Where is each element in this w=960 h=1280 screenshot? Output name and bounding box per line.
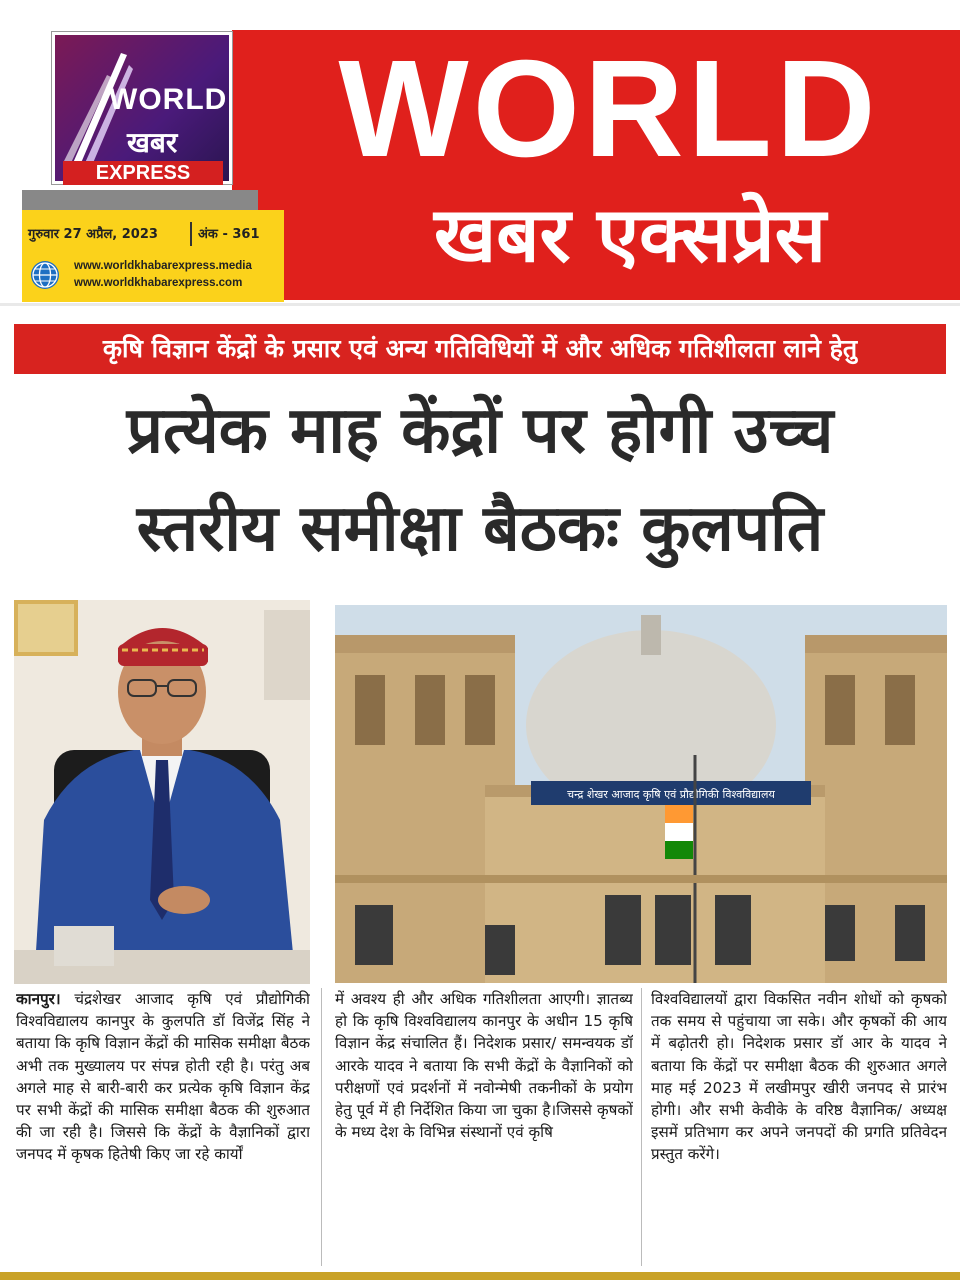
building-sign-text: चन्द्र शेखर आजाद कृषि एवं प्रौद्योगिकी विश्वविद्यालय xyxy=(567,788,775,801)
masthead-red-strip xyxy=(232,30,258,190)
issue-info-box xyxy=(22,210,284,302)
globe-icon xyxy=(30,260,60,290)
website-link-media[interactable]: www.worldkhabarexpress.media xyxy=(74,260,252,272)
article-column-1 xyxy=(16,988,310,1270)
article-headline xyxy=(14,382,946,582)
column-divider xyxy=(321,988,322,1266)
newspaper-logo xyxy=(52,32,232,184)
vice-chancellor-photo xyxy=(14,600,310,984)
column-divider xyxy=(641,988,642,1266)
masthead-title-english: WORLD xyxy=(338,32,880,186)
masthead-gray-bar xyxy=(22,190,258,210)
logo-word-world: WORLD xyxy=(109,83,228,116)
article-column-3: विश्वविद्यालयों द्वारा विकसित नवीन शोधों को कृषको तक समय से पहुंचाया जा सके। और कृषकों की आय में बढ़ोतरी हो। निदेशक प्रसार डॉ आर के यादव ने बताया कि केंद्रों पर समीक्षा बैठक की शुरुआत अगले माह मई 2023 में लखीमपुर खीरी जनपद से प्रारंभ होगी। और सभी केवीके के वरिष्ठ वैज्ञानिक/ अध्यक्ष इसमें प्रतिभाग कर अपने जनपदों की प्रगति प्रतिवेदन प्रस्तुत करेंगे। xyxy=(651,990,947,1164)
masthead-divider xyxy=(0,303,960,306)
logo-word-khabar: खबर xyxy=(127,126,178,159)
masthead-title-hindi: खबर एक्सप्रेस xyxy=(433,190,827,279)
website-link-com[interactable]: www.worldkhabarexpress.com xyxy=(74,277,243,289)
article-place: कानपुर। xyxy=(16,990,61,1008)
portrait-illustration xyxy=(14,600,310,984)
article-column-1-text: चंद्रशेखर आजाद कृषि एवं प्रौद्योगिकी विश्वविद्यालय कानपुर के कुलपति डॉ विजेंद्र सिंह ने बताया कि कृषि विज्ञान केंद्रों की मासिक समीक्षा बैठक अभी तक मुख्यालय पर संपन्न होती रही है। परंतु अब अगले माह से बारी-बारी कर प्रत्येक कृषि विज्ञान केंद्र पर सभी केंद्रों की मासिक समीक्षा बैठक की शुरुआत की जा रही है। जिससे कि केंद्रों के वैज्ञानिकों द्वारा जनपद में कृषक हितेषी किए जा रहे कार्यों xyxy=(16,990,310,1164)
article-kicker: कृषि विज्ञान केंद्रों के प्रसार एवं अन्य गतिविधियों में और अधिक गतिशीलता लाने हेतु xyxy=(14,324,946,374)
issue-number: अंक - 361 xyxy=(198,227,260,242)
masthead xyxy=(0,0,960,310)
university-building-photo xyxy=(335,605,947,983)
headline-line-1: प्रत्येक माह केंद्रों पर होगी उच्च xyxy=(126,394,834,468)
headline-line-2: स्तरीय समीक्षा बैठकः कुलपति xyxy=(136,492,824,566)
building-illustration xyxy=(335,605,947,983)
logo-word-express: EXPRESS xyxy=(63,161,223,185)
issue-divider xyxy=(190,222,192,246)
issue-date: गुरुवार 27 अप्रैल, 2023 xyxy=(28,227,158,242)
page-bottom-bar xyxy=(0,1272,960,1280)
article-column-2: में अवश्य ही और अधिक गतिशीलता आएगी। ज्ञातब्य हो कि कृषि विश्वविद्यालय कानपुर के अधीन 15 कृषि विज्ञान केंद्र संचालित हैं। निदेशक प्रसार/ समन्वयक डॉ आरके यादव ने बताया कि सभी केंद्रों के वैज्ञानिकों को परीक्षणों एवं प्रदर्शनों में नवोन्मेषी तकनीकों के प्रयोग हेतु पूर्व में ही निर्देशित किया जा चुका है।जिससे कृषकों के मध्य देश के विभिन्न संस्थानों एवं कृषि xyxy=(335,990,633,1142)
